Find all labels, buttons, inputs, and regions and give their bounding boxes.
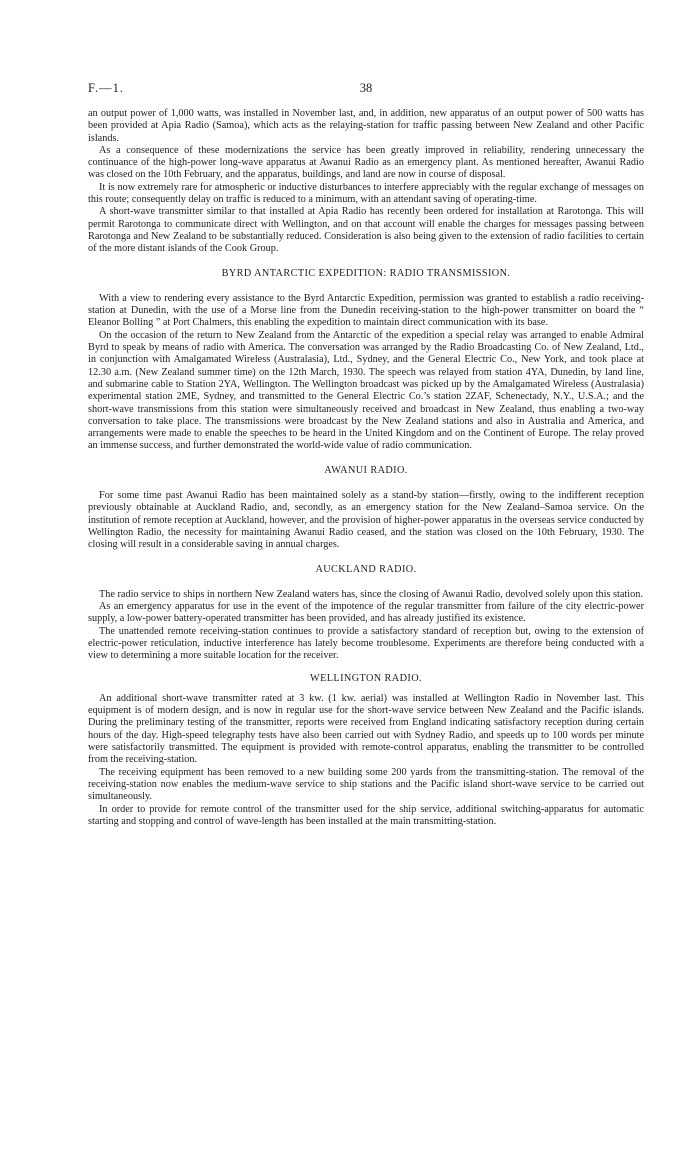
- section-heading-byrd-expedition: BYRD ANTARCTIC EXPEDITION: RADIO TRANSMISSION.: [221, 267, 511, 279]
- paragraph: In order to provide for remote control of the transmitter used for the ship service, additional switching-apparatus for automatic starting and stopping and control of wave-length has been installed at the main transmitting-station.: [88, 803, 644, 827]
- page-header: [88, 81, 644, 97]
- paragraph: As an emergency apparatus for use in the event of the impotence of the regular transmitter from failure of the city electric-power supply, a low-power battery-operated transmitter has been provided, and has already justified its existence.: [88, 601, 644, 625]
- paragraph: The radio service to ships in northern New Zealand waters has, since the closing of Awanui Radio, devolved solely upon this station.: [99, 588, 643, 600]
- page-number: 38: [359, 81, 373, 95]
- paragraph: For some time past Awanui Radio has been maintained solely as a stand-by station—firstly, owing to the indifferent reception previously obtainable at Auckland Radio, and, secondly, as an emergency station for the New Zealand–Samoa service. On the institution of remote reception at Auckland, however, and the provision of higher-power apparatus in the overseas service conducted by Wellington Radio, the necessity for maintaining Awanui Radio ceased, and the station was closed on the 10th February, 1930. The closing will result in a considerable saving in annual charges.: [88, 490, 644, 551]
- section-heading-wellington-radio: WELLINGTON RADIO.: [310, 672, 422, 684]
- document-body: [88, 108, 644, 828]
- paragraph: As a consequence of these modernizations the service has been greatly improved in reliability, rendering unnecessary the continuance of the high-power long-wave apparatus at Awanui Radio as an emergency plant. As mentioned hereafter, Awanui Radio was closed on the 10th February, and the apparatus, buildings, and land are now in course of disposal.: [88, 144, 644, 181]
- section-heading-awanui-radio: AWANUI RADIO.: [324, 464, 408, 476]
- paragraph: an output power of 1,000 watts, was installed in November last, and, in addition, new apparatus of an output power of 500 watts has been provided at Apia Radio (Samoa), which acts as the relaying-station for traffic passing between New Zealand and other Pacific islands.: [88, 108, 644, 144]
- paragraph: An additional short-wave transmitter rated at 3 kw. (1 kw. aerial) was installed at Wellington Radio in November last. This equipment is of modern design, and is now in regular use for the short-wave service between New Zealand and the Pacific islands. During the preliminary testing of the transmitter, reports were received from England indicating satisfactory reception during certain hours of the day. High-speed telegraphy tests have also been carried out with Sydney Radio, and speeds up to 100 words per minute were satisfactorily transmitted. The equipment is provided with remote-control apparatus, enabling the transmitter to be controlled from the receiving-station.: [88, 692, 644, 766]
- paragraph: On the occasion of the return to New Zealand from the Antarctic of the expedition a special relay was arranged to enable Admiral Byrd to speak by means of radio with America. The conversation was arranged by the Radio Broadcasting Co. of New Zealand, Ltd., in conjunction with Amalgamated Wireless (Australasia), Ltd., Sydney, and the General Electric Co., New York, and took place at 12.30 a.m. (New Zealand summer time) on the 12th March, 1930. The speech was relayed from station 4YA, Dunedin, by land line, and submarine cable to Station 2YA, Wellington. The Wellington broadcast was picked up by the Amalgamated Wireless (Australasia) experimental station 2ME, Sydney, and transmitted to the General Electric Co.’s station 2ZAF, Schenectady, N.Y., U.S.A.; and the short-wave transmissions from this station were simultaneously received and broadcast in New Zealand, thus enabling a two-way conversation to take place. The transmissions were broadcast by the New Zealand stations and also in Australia and America, and arrangements were made to enable the speeches to be heard in the United Kingdom and on the Continent of Europe. The relay proved an immense success, and further demonstrated the world-wide value of radio communication.: [88, 329, 644, 452]
- paragraph: It is now extremely rare for atmospheric or inductive disturbances to interfere appreciably with the regular exchange of messages on this route; consequently delay on traffic is reduced to a minimum, with an attendant saving of operating-time.: [88, 181, 644, 206]
- section-heading-auckland-radio: AUCKLAND RADIO.: [315, 563, 417, 575]
- paragraph: A short-wave transmitter similar to that installed at Apia Radio has recently been ordered for installation at Rarotonga. This will permit Rarotonga to communicate direct with Wellington, and on that account will enable the charges for messages passing between Rarotonga and New Zealand to be substantially reduced. Consideration is also being given to the extension of radio facilities to certain of the more distant islands of the Cook Group.: [88, 206, 644, 255]
- document-reference: F.—1.: [88, 81, 124, 95]
- paragraph: With a view to rendering every assistance to the Byrd Antarctic Expedition, permission was granted to establish a radio receiving-station at Dunedin, with the use of a Morse line from the Dunedin receiving-station to the high-power transmitter on board the “ Eleanor Bolling ” at Port Chalmers, this enabling the expedition to maintain direct communication with its base.: [88, 292, 644, 329]
- paragraph: The receiving equipment has been removed to a new building some 200 yards from the transmitting-station. The removal of the receiving-station now enables the medium-wave service to ship stations and the Pacific island short-wave service to be carried out simultaneously.: [88, 766, 644, 803]
- paragraph: The unattended remote receiving-station continues to provide a satisfactory standard of reception but, owing to the extension of electric-power reticulation, inductive interference has lately become troublesome. Experiments are therefore being conducted with a view to determining a more suitable location for the receiver.: [88, 625, 644, 662]
